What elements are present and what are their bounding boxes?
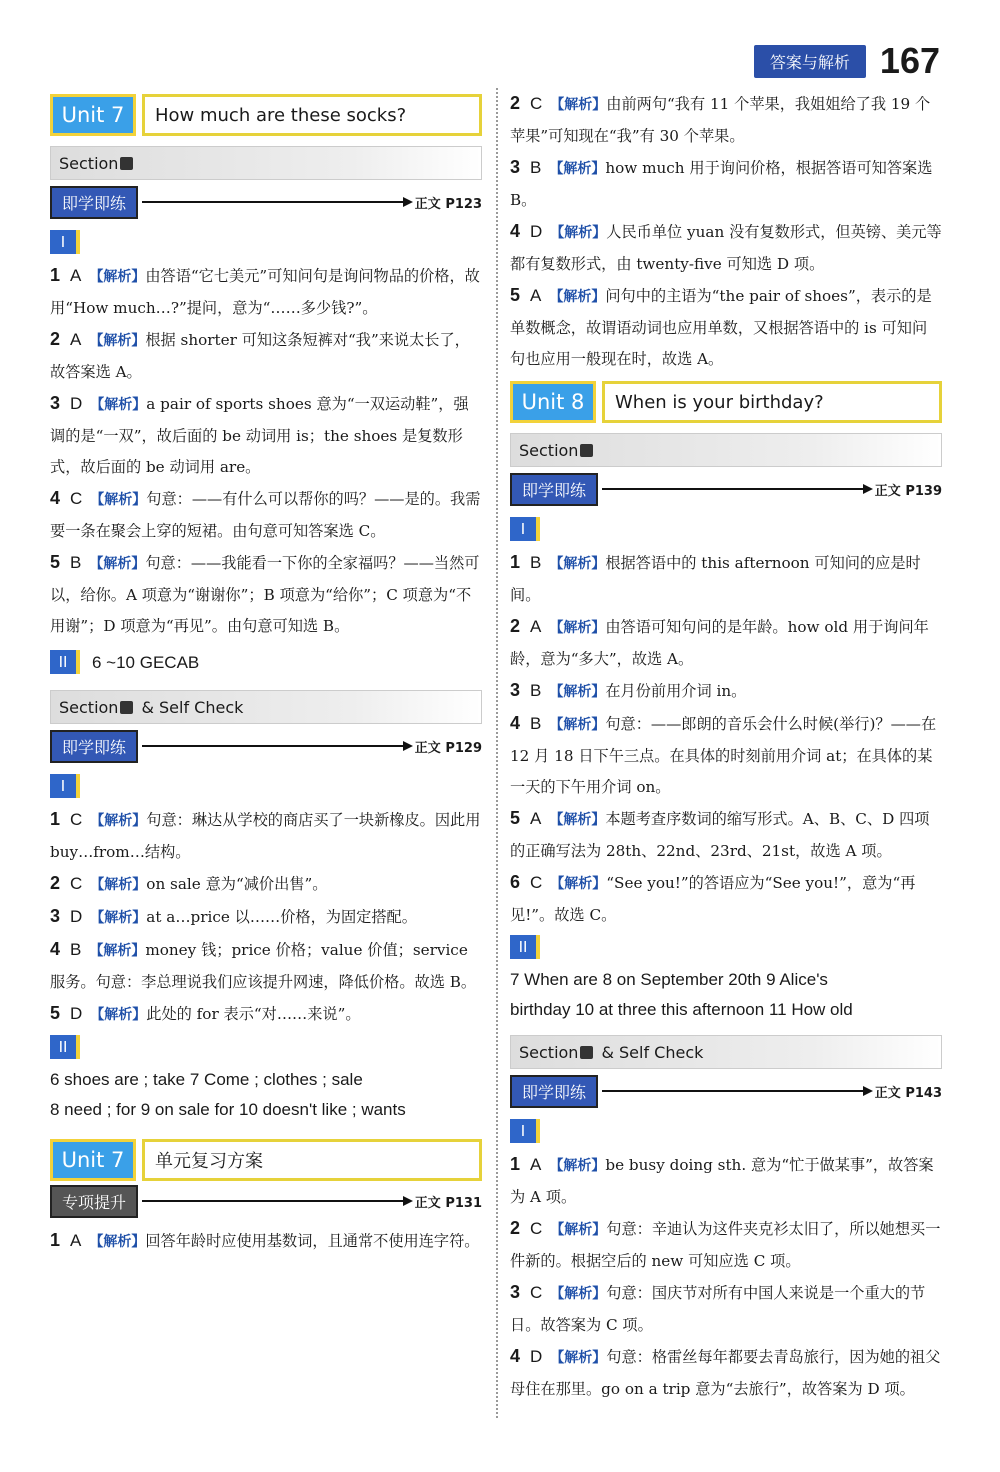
answer-item: [50, 483, 482, 547]
page-number: 167: [879, 40, 940, 81]
analysis-text: 句意：——郎朗的音乐会什么时候(举行)？——在 12 月 18 日下午三点。在具体的时刻前用介词 at；在具体的某一天的下午用介词 on。: [510, 715, 937, 796]
unit-tag: Unit 7: [50, 94, 136, 136]
section-label: Section: [59, 153, 119, 173]
question-number: 2: [510, 1218, 521, 1238]
unit8-header: [510, 381, 942, 423]
answer-letter: A: [70, 330, 82, 349]
answer-item: [510, 675, 942, 708]
question-number: 1: [50, 265, 61, 285]
practice-label: 即学即练: [50, 730, 138, 763]
fill-answer-line: 6 shoes are ; take 7 Come ; clothes ; sale: [50, 1070, 363, 1089]
answer-letter: D: [530, 1347, 543, 1366]
analysis-text: 由答语“它七美元”可知问句是询问物品的价格，故用“How much…?”提问，意为“……多少钱?”。: [50, 267, 480, 317]
answer-letter: A: [530, 1155, 542, 1174]
analysis-tag: 【解析】: [89, 269, 146, 285]
practice-header: [50, 188, 482, 216]
roman-i-badge: I: [510, 517, 540, 541]
roman-ii-badge: II: [50, 650, 80, 674]
unit-tag: Unit 7: [50, 1139, 136, 1181]
answer-list: [50, 804, 482, 1031]
analysis-text: 回答年龄时应使用基数词，且通常不使用连字符。: [145, 1232, 480, 1250]
analysis-text: 问句中的主语为“the pair of shoes”，表示的是单数概念，故谓语动词也应用单数，又根据答语中的 is 可知问句也应用一般现在时，故选 A。: [510, 287, 932, 368]
question-number: 3: [50, 393, 61, 413]
arrow-icon: [142, 201, 411, 203]
analysis-tag: 【解析】: [549, 812, 606, 828]
analysis-text: 根据 shorter 可知这条短裤对“我”来说太长了，故答案选 A。: [50, 331, 470, 381]
analysis-text: 由答语可知句问的是年龄。how old 用于询问年龄，意为“多大”，故选 A。: [510, 618, 929, 668]
analysis-text: on sale 意为“减价出售”。: [146, 875, 328, 893]
analysis-tag: 【解析】: [549, 620, 606, 636]
column-divider: [496, 88, 498, 1418]
analysis-text: how much 用于询问价格，根据答语可知答案选 B。: [510, 159, 933, 209]
section-a-icon: [580, 444, 593, 457]
practice-label: 即学即练: [510, 1075, 598, 1108]
unit-title: How much are these socks?: [142, 94, 482, 136]
answer-item: [510, 88, 942, 152]
answer-list: [50, 260, 482, 642]
roman-ii-badge: II: [50, 1035, 80, 1059]
analysis-tag: 【解析】: [550, 1286, 607, 1302]
analysis-text: 人民币单位 yuan 没有复数形式，但英镑、美元等都有复数形式，由 twenty-five 可知选 D 项。: [510, 223, 942, 273]
answer-letter: B: [530, 553, 542, 572]
unit7-review-header: [50, 1139, 482, 1181]
fill-answer-line: 8 need ; for 9 on sale for 10 doesn't like ; wants: [50, 1100, 406, 1119]
unit7-header: [50, 94, 482, 136]
question-number: 3: [510, 1282, 521, 1302]
question-number: 4: [50, 488, 61, 508]
analysis-tag: 【解析】: [89, 1234, 146, 1250]
section-label: Section: [519, 1042, 579, 1062]
answer-item: [50, 324, 482, 388]
analysis-tag: 【解析】: [549, 1158, 606, 1174]
answer-item: [510, 547, 942, 611]
page-header: [754, 40, 940, 81]
answer-item: [510, 803, 942, 867]
answer-item: [510, 1341, 942, 1405]
right-column: [510, 88, 942, 1405]
analysis-tag: 【解析】: [90, 492, 147, 508]
answer-letter: C: [70, 489, 83, 508]
arrow-icon: [602, 488, 871, 490]
section-label: Section: [519, 440, 579, 460]
section-b-icon: [120, 701, 133, 714]
analysis-tag: 【解析】: [550, 1222, 607, 1238]
question-number: 2: [510, 93, 521, 113]
answer-item: [50, 260, 482, 324]
answer-item: [50, 388, 482, 483]
answer-letter: D: [530, 222, 543, 241]
answer-letter: B: [70, 940, 82, 959]
analysis-text: be busy doing sth. 意为“忙于做某事”，故答案为 A 项。: [510, 1156, 934, 1206]
analysis-text: 由前两句“我有 11 个苹果，我姐姐给了我 19 个苹果”可知现在“我”有 30 个苹果。: [510, 95, 931, 145]
section-suffix: & Self Check: [601, 1042, 704, 1062]
answer-item: [510, 1213, 942, 1277]
answer-letter: D: [70, 1004, 83, 1023]
left-column: [50, 88, 482, 1258]
answer-list: [510, 1149, 942, 1405]
analysis-tag: 【解析】: [549, 556, 606, 572]
answer-letter: B: [530, 158, 542, 177]
analysis-text: at a…price 以……价格，为固定搭配。: [146, 908, 417, 926]
question-number: 4: [510, 1346, 521, 1366]
practice-header: [50, 732, 482, 760]
practice-label: 即学即练: [50, 186, 138, 219]
practice-label: 专项提升: [50, 1185, 138, 1218]
unit-title: When is your birthday?: [602, 381, 942, 423]
arrow-icon: [602, 1090, 871, 1092]
answer-item: [510, 280, 942, 375]
analysis-text: 句意：——有什么可以帮你的吗？——是的。我需要一条在聚会上穿的短裙。由句意可知答案选 C。: [50, 490, 481, 540]
section-a-icon: [120, 157, 133, 170]
question-number: 2: [50, 329, 61, 349]
roman-i-badge: I: [50, 774, 80, 798]
analysis-tag: 【解析】: [89, 556, 146, 572]
analysis-tag: 【解析】: [89, 943, 146, 959]
analysis-tag: 【解析】: [550, 876, 607, 892]
roman-i-badge: I: [50, 230, 80, 254]
analysis-text: 句意：辛迪认为这件夹克衫太旧了，所以她想买一件新的。根据空后的 new 可知应选 C 项。: [510, 1220, 941, 1270]
question-number: 2: [50, 873, 61, 893]
practice-header: [50, 1187, 482, 1215]
answer-item: [50, 804, 482, 868]
answer-item: [510, 1277, 942, 1341]
answer-item: [50, 1225, 482, 1258]
answer-item: [50, 934, 482, 998]
analysis-text: 句意：琳达从学校的商店买了一块新橡皮。因此用 buy…from…结构。: [50, 811, 481, 861]
section-bar: [510, 1035, 942, 1069]
answer-item: [510, 216, 942, 280]
arrow-icon: [142, 745, 411, 747]
answer-letter: B: [530, 681, 542, 700]
answer-letter: A: [530, 617, 542, 636]
page-ref: 正文 P123: [414, 196, 482, 212]
analysis-tag: 【解析】: [550, 97, 607, 113]
answer-item: [50, 901, 482, 934]
analysis-text: 句意：格雷丝每年都要去青岛旅行，因为她的祖父母住在那里。go on a trip 意为“去旅行”，故答案为 D 项。: [510, 1348, 941, 1398]
analysis-text: 根据答语中的 this afternoon 可知问的应是时间。: [510, 554, 921, 604]
answer-list: [50, 1225, 482, 1258]
unit-title: 单元复习方案: [142, 1139, 482, 1181]
ii-answers: 6 ~10 GECAB: [92, 653, 200, 672]
answer-list: [510, 547, 942, 931]
answer-letter: C: [530, 1283, 543, 1302]
practice-header: [510, 1077, 942, 1105]
question-number: 5: [50, 1003, 61, 1023]
answer-letter: A: [530, 809, 542, 828]
analysis-tag: 【解析】: [89, 333, 146, 349]
answer-tag: 答案与解析: [754, 45, 866, 78]
answer-item: [50, 547, 482, 642]
answer-item: [510, 708, 942, 803]
roman-i-badge: I: [510, 1119, 540, 1143]
question-number: 4: [510, 713, 521, 733]
analysis-tag: 【解析】: [549, 161, 606, 177]
analysis-tag: 【解析】: [549, 684, 606, 700]
page-ref: 正文 P143: [874, 1085, 942, 1101]
question-number: 3: [50, 906, 61, 926]
answer-item: [50, 998, 482, 1031]
answer-letter: C: [530, 1219, 543, 1238]
answer-item: [510, 611, 942, 675]
answer-letter: B: [530, 714, 542, 733]
answer-letter: C: [70, 874, 83, 893]
answer-letter: A: [70, 1231, 82, 1250]
page-ref: 正文 P131: [414, 1195, 482, 1211]
question-number: 5: [50, 552, 61, 572]
section-bar: [50, 146, 482, 180]
analysis-text: money 钱；price 价格；value 价值；service 服务。句意：李总理说我们应该提升网速，降低价格。故选 B。: [50, 941, 477, 991]
answer-letter: C: [70, 810, 83, 829]
analysis-text: 句意：——我能看一下你的全家福吗？——当然可以，给你。A 项意为“谢谢你”；B 项意为“给你”；C 项意为“不用谢”；D 项意为“再见”。由句意可知选 B。: [50, 554, 480, 635]
question-number: 6: [510, 872, 521, 892]
analysis-text: “See you!”的答语应为“See you!”，意为“再见!”。故选 C。: [510, 874, 916, 924]
analysis-text: 句意：国庆节对所有中国人来说是一个重大的节日。故答案为 C 项。: [510, 1284, 926, 1334]
section-bar: [50, 690, 482, 724]
question-number: 2: [510, 616, 521, 636]
question-number: 1: [510, 1154, 521, 1174]
answer-item: [510, 867, 942, 931]
question-number: 4: [510, 221, 521, 241]
roman-ii-row: [50, 646, 482, 680]
analysis-tag: 【解析】: [90, 1007, 147, 1023]
answer-list: [510, 88, 942, 375]
analysis-tag: 【解析】: [90, 397, 147, 413]
analysis-text: a pair of sports shoes 意为“一双运动鞋”，强调的是“一双”，故后面的 be 动词用 is；the shoes 是复数形式，故后面的 be 动词用 are。: [50, 395, 469, 476]
analysis-tag: 【解析】: [550, 225, 607, 241]
question-number: 5: [510, 285, 521, 305]
answer-item: [510, 152, 942, 216]
question-number: 3: [510, 680, 521, 700]
analysis-tag: 【解析】: [550, 1350, 607, 1366]
answer-letter: A: [70, 266, 82, 285]
answer-letter: C: [530, 94, 543, 113]
unit-tag: Unit 8: [510, 381, 596, 423]
analysis-tag: 【解析】: [549, 289, 606, 305]
question-number: 5: [510, 808, 521, 828]
question-number: 1: [50, 809, 61, 829]
practice-label: 即学即练: [510, 473, 598, 506]
answer-letter: D: [70, 907, 83, 926]
analysis-tag: 【解析】: [90, 910, 147, 926]
answer-letter: A: [530, 286, 542, 305]
analysis-text: 本题考查序数词的缩写形式。A、B、C、D 四项的正确写法为 28th、22nd、23rd、21st，故选 A 项。: [510, 810, 930, 860]
arrow-icon: [142, 1200, 411, 1202]
analysis-tag: 【解析】: [549, 717, 606, 733]
answer-letter: D: [70, 394, 83, 413]
section-suffix: & Self Check: [141, 697, 244, 717]
answer-letter: B: [70, 553, 82, 572]
answer-letter: C: [530, 873, 543, 892]
fill-answer-line: 7 When are 8 on September 20th 9 Alice's: [510, 970, 828, 989]
analysis-text: 此处的 for 表示“对……来说”。: [146, 1005, 361, 1023]
question-number: 1: [50, 1230, 61, 1250]
roman-ii-badge: II: [510, 935, 540, 959]
analysis-tag: 【解析】: [90, 813, 147, 829]
question-number: 1: [510, 552, 521, 572]
fill-answer-line: birthday 10 at three this afternoon 11 How old: [510, 1000, 853, 1019]
section-bar: [510, 433, 942, 467]
question-number: 3: [510, 157, 521, 177]
practice-header: [510, 475, 942, 503]
analysis-tag: 【解析】: [90, 877, 147, 893]
page-ref: 正文 P139: [874, 483, 942, 499]
answer-item: [510, 1149, 942, 1213]
section-b-icon: [580, 1046, 593, 1059]
page-ref: 正文 P129: [414, 740, 482, 756]
question-number: 4: [50, 939, 61, 959]
section-label: Section: [59, 697, 119, 717]
analysis-text: 在月份前用介词 in。: [605, 682, 747, 700]
answer-item: [50, 868, 482, 901]
